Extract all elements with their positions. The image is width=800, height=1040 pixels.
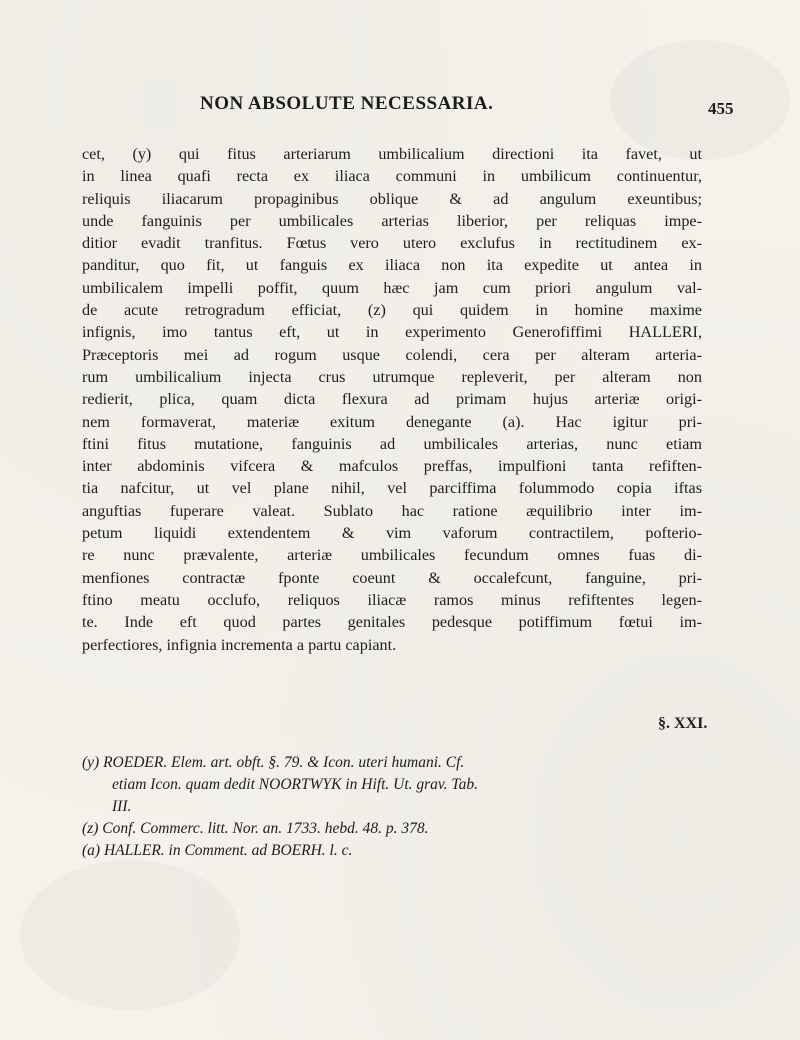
footnote-z: (z) Conf. Commerc. litt. Nor. an. 1733. hebd. 48. p. 378. <box>82 820 429 837</box>
text-line: menfiones contractæ fponte coeunt & occalefcunt, fanguine, pri- <box>82 568 702 587</box>
main-text <box>82 143 702 656</box>
text-line: rum umbilicalium injecta crus utrumque repleverit, per alteram non <box>82 367 702 386</box>
text-line: panditur, quo fit, ut fanguis ex iliaca non ita expedite ut antea in <box>82 256 702 275</box>
footnote-y: (y) ROEDER. Elem. art. obft. §. 79. & Icon. uteri humani. Cf. <box>82 754 465 771</box>
paper-stain <box>610 40 790 160</box>
text-line: re nunc prævalente, arteriæ umbilicales fecundum omnes fuas di- <box>82 546 702 565</box>
text-line: perfectiores, infignia incrementa a partu capiant. <box>82 635 397 654</box>
text-line: de acute retrogradum efficiat, (z) qui quidem in homine maxime <box>82 301 702 320</box>
text-line: reliquis iliacarum propaginibus oblique & ad angulum exeuntibus; <box>82 189 702 208</box>
page-number: 455 <box>708 99 734 118</box>
text-line: ditior evadit tranfitus. Fœtus vero utero exclufus in rectitudinem ex- <box>82 234 702 253</box>
text-line: unde fanguinis per umbilicales arterias liberior, per reliquas impe- <box>82 211 702 230</box>
text-line: infignis, imo tantus eft, ut in experimento Generofiffimi HALLERI, <box>82 323 702 342</box>
text-line: anguftias fuperare valeat. Sublato hac ratione æquilibrio inter im- <box>82 501 702 520</box>
text-line: ftino meatu occlufo, reliquos iliacæ ramos minus refiftentes legen- <box>82 590 702 609</box>
footnote-a: (a) HALLER. in Comment. ad BOERH. l. c. <box>82 842 353 859</box>
text-line: tia nafcitur, ut vel plane nihil, vel parciffima folummodo copia iftas <box>82 479 702 498</box>
text-line: ftini fitus mutatione, fanguinis ad umbilicales arterias, nunc etiam <box>82 434 702 453</box>
text-line: Præceptoris mei ad rogum usque colendi, cera per alteram arteria- <box>82 345 702 364</box>
running-title: NON ABSOLUTE NECESSARIA. <box>200 93 494 114</box>
footnotes <box>82 752 702 862</box>
footnote-y-continued: III. <box>112 798 132 815</box>
footnote-y-continued: etiam Icon. quam dedit NOORTWYK in Hift. Ut. grav. Tab. <box>112 776 478 793</box>
text-line: redierit, plica, quam dicta flexura ad primam hujus arteriæ origi- <box>82 390 702 409</box>
text-line: petum liquidi extendentem & vim vaforum contractilem, pofterio- <box>82 524 702 543</box>
text-line: in linea quafi recta ex iliaca communi in umbilicum continuentur, <box>82 167 702 186</box>
text-line: cet, (y) qui fitus arteriarum umbilicalium directioni ita favet, ut <box>82 145 702 163</box>
text-line: umbilicalem impelli poffit, quum hæc jam cum priori angulum val- <box>82 278 702 297</box>
text-line: nem formaverat, materiæ exitum denegante (a). Hac igitur pri- <box>82 412 702 431</box>
section-heading: §. XXI. <box>658 715 708 732</box>
paper-stain <box>20 860 240 1010</box>
text-line: te. Inde eft quod partes genitales pedesque potiffimum fœtui im- <box>82 613 702 632</box>
text-line: inter abdominis vifcera & mafculos preffas, impulfioni tanta refiften- <box>82 457 702 476</box>
